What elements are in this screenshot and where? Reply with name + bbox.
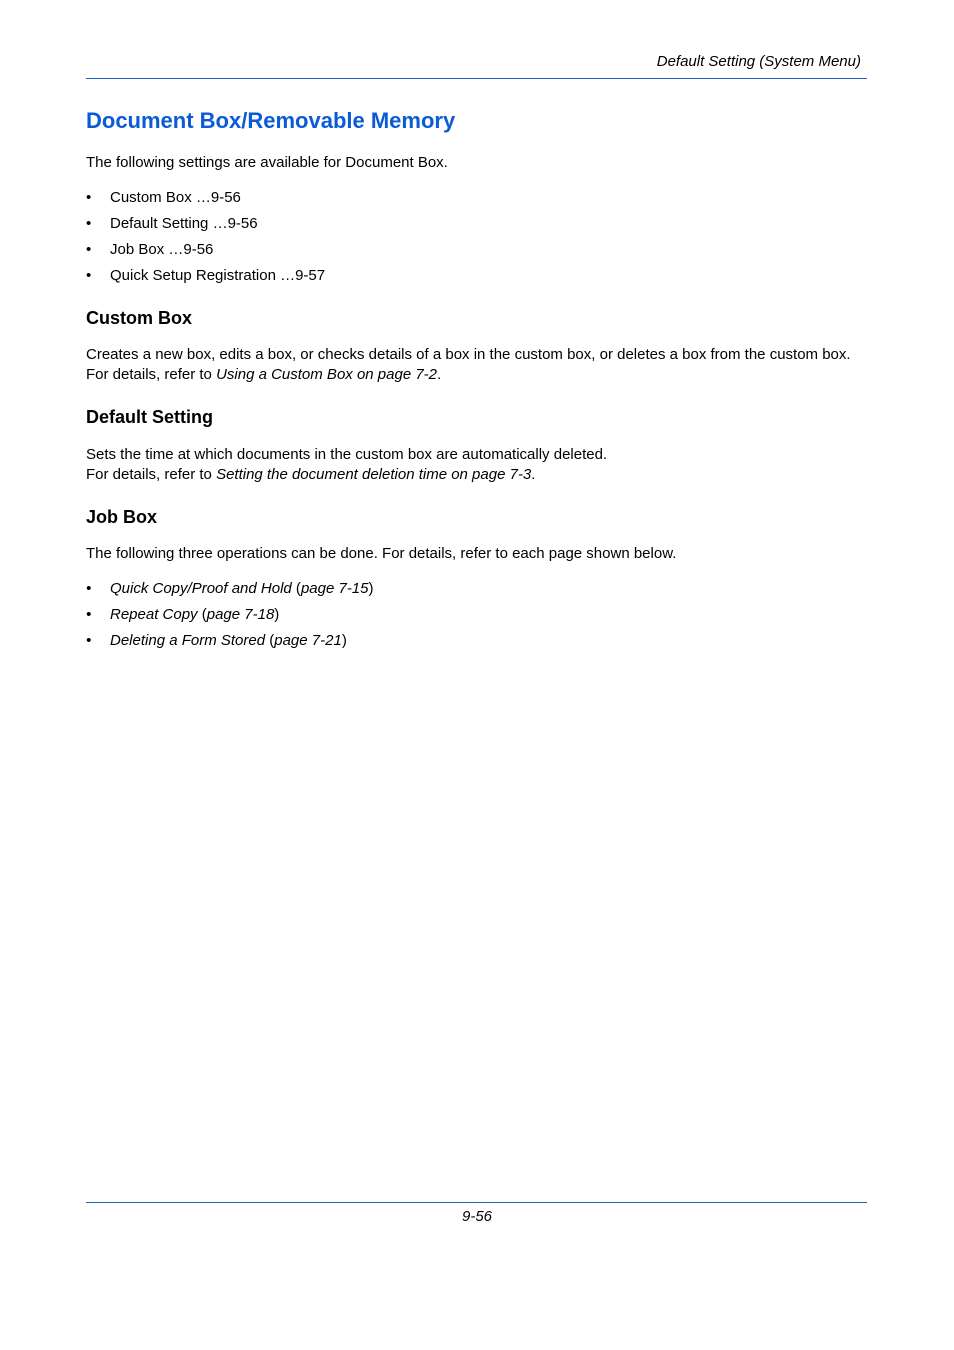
list-item: • Deleting a Form Stored (page 7-21) [86, 632, 347, 649]
list-item: • Quick Copy/Proof and Hold (page 7-15) [86, 580, 374, 597]
operation-name-link[interactable]: Quick Copy/Proof and Hold [110, 580, 292, 597]
list-item-label: Job Box [110, 241, 165, 258]
section-heading-default-setting: Default Setting [86, 407, 214, 427]
bullet: • [86, 606, 92, 623]
bullet: • [86, 632, 92, 649]
default-setting-line2: For details, refer to [86, 466, 217, 483]
bullet: • [86, 215, 92, 232]
list-item: • Repeat Copy (page 7-18) [86, 606, 280, 623]
header-rule [86, 78, 867, 79]
default-setting-line1: Sets the time at which documents in the custom box are automatically deleted. [86, 446, 608, 463]
list-item-ref[interactable]: …9-57 [280, 267, 326, 284]
bullet: • [86, 267, 92, 284]
operation-page-link[interactable]: page 7-15 [300, 580, 369, 597]
list-item [86, 188, 325, 214]
running-header: Default Setting (System Menu) [656, 53, 861, 70]
list-item-label: Default Setting [110, 215, 209, 232]
list-item-ref[interactable]: …9-56 [212, 215, 258, 232]
list-item [86, 240, 325, 266]
bullet: • [86, 241, 92, 258]
list-item-label: Custom Box [110, 189, 192, 206]
page-number: 9-56 [461, 1208, 493, 1225]
list-item [86, 266, 325, 292]
operation-name-link[interactable]: Repeat Copy [110, 606, 198, 623]
page-title: Document Box/Removable Memory [86, 108, 456, 133]
bullet: • [86, 189, 92, 206]
default-setting-description [86, 445, 871, 485]
list-item-ref[interactable]: …9-56 [168, 241, 214, 258]
section-heading-job-box: Job Box [86, 507, 158, 527]
default-setting-reference-link[interactable]: Setting the document deletion time on page 7-3 [216, 466, 532, 483]
operation-page-link[interactable]: page 7-18 [206, 606, 275, 623]
operation-page-link[interactable]: page 7-21 [274, 632, 342, 649]
job-box-operations-list [86, 579, 374, 657]
custom-box-text-end: . [437, 366, 442, 383]
section-heading-custom-box: Custom Box [86, 308, 193, 328]
list-item [86, 214, 325, 240]
footer-rule [86, 1202, 867, 1203]
job-box-description: The following three operations can be done. For details, refer to each page shown below. [86, 545, 677, 562]
intro-text: The following settings are available for Document Box. [86, 154, 448, 171]
bullet: • [86, 580, 92, 597]
custom-box-text: Creates a new box, edits a box, or checks details of a box in the custom box, or deletes a box from the custom box. For details, refer to [86, 346, 851, 383]
custom-box-reference-link[interactable]: Using a Custom Box on page 7-2 [216, 366, 438, 383]
default-setting-text-end: . [531, 466, 536, 483]
list-item-label: Quick Setup Registration [110, 267, 276, 284]
operation-name-link[interactable]: Deleting a Form Stored [110, 632, 266, 649]
settings-list [86, 188, 325, 292]
list-item-ref[interactable]: …9-56 [195, 189, 241, 206]
custom-box-description [86, 345, 871, 385]
